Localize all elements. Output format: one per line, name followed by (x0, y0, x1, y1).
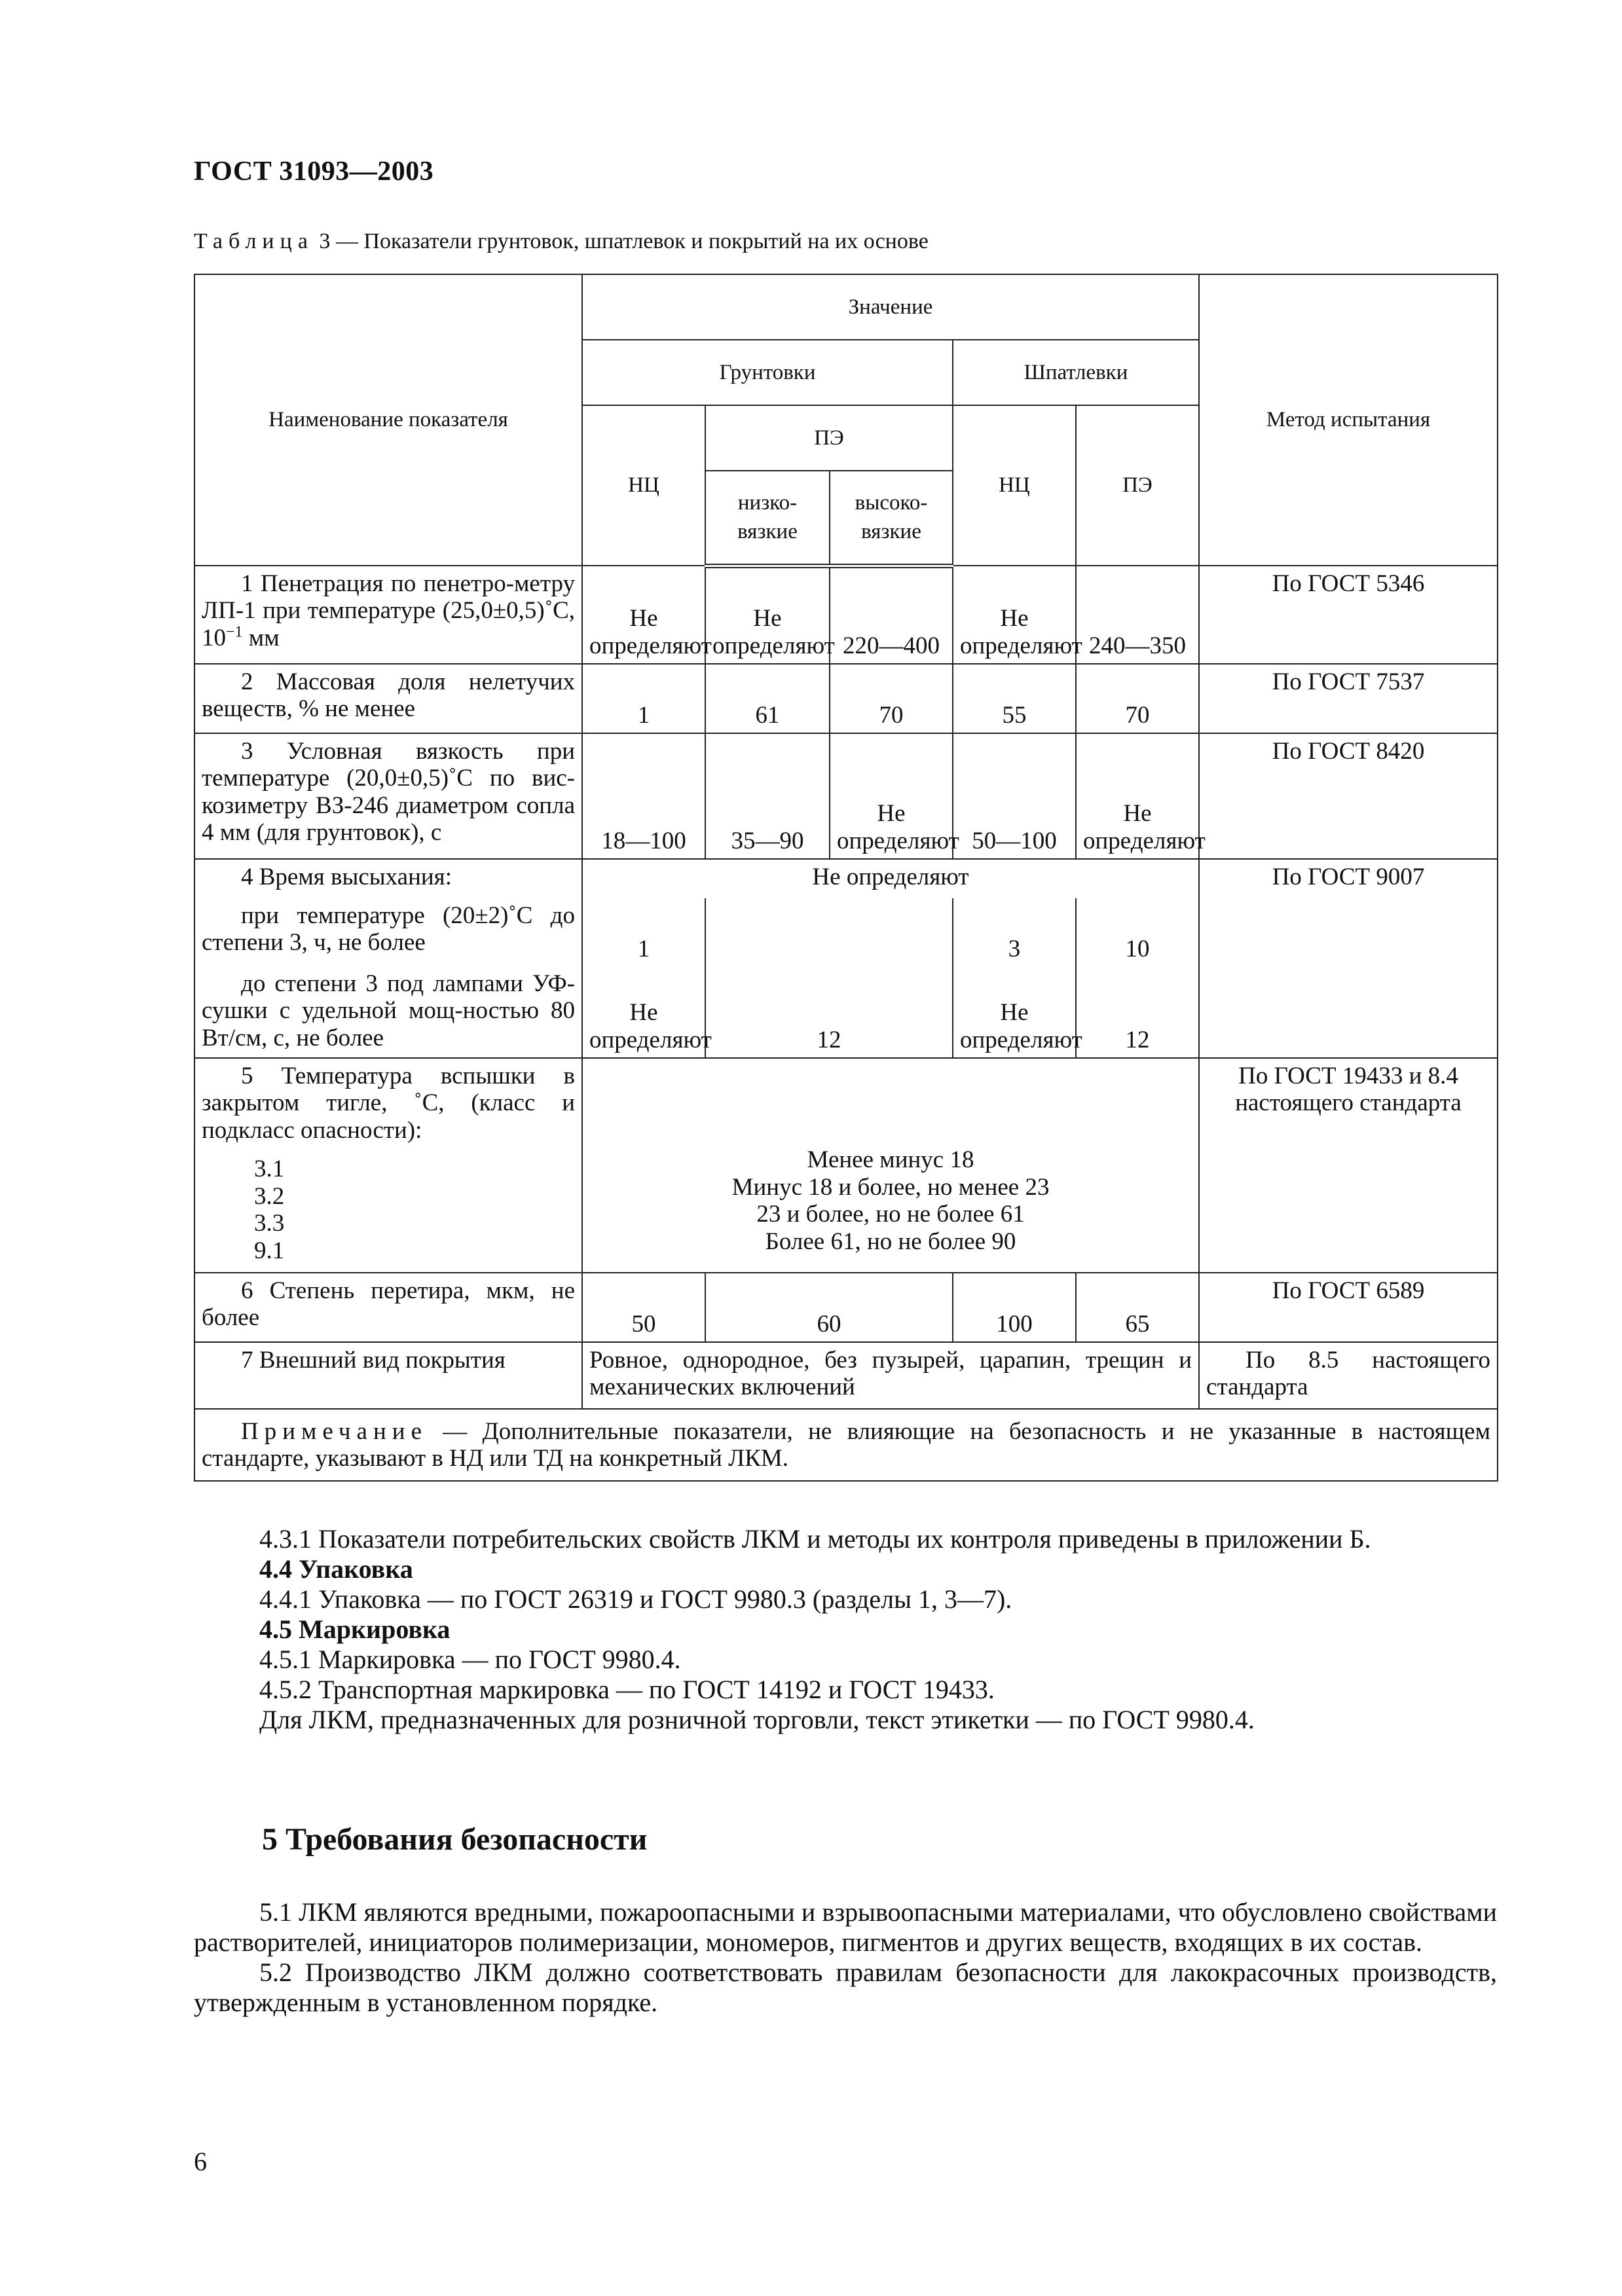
row2-primer-pe-high: 70 (830, 664, 953, 733)
paragraph-4-3-1: 4.3.1 Показатели потребительских свойств ЛКМ и методы их контроля приведены в приложении Б. (259, 1524, 1371, 1554)
table-row (194, 664, 1498, 733)
row4-name: 4 Время высыхания: (194, 859, 582, 898)
note-text: — Дополнительные показатели, не влияющие на безопасность и не указанные в настоящем стандарте, указывают в НД или ТД на конкретный ЛКМ. (202, 1417, 1491, 1472)
paragraph-5-1: 5.1 ЛКМ являются вредными, пожароопасными и взрывоопасными материалами, что обусловлено свойствами растворителей, инициаторов полимеризации, мономеров, пигментов и других веществ, входящих в их состав. (194, 1897, 1497, 1957)
header-primers: Грунтовки (582, 340, 953, 405)
table-row (194, 1273, 1498, 1342)
header-primer-pe: ПЭ (705, 405, 953, 471)
row1-primer-pe-low: Не определяют (705, 566, 830, 664)
heading-4-4: 4.4 Упаковка (259, 1554, 413, 1584)
row3-putty-nc: 50—100 (953, 733, 1076, 859)
header-test-method: Метод испытания (1199, 274, 1498, 566)
row3-method: По ГОСТ 8420 (1199, 733, 1498, 859)
table-caption-number: 3 (319, 229, 331, 253)
row5-values (582, 1058, 1199, 1273)
row5-class-3: 3.3 (254, 1210, 285, 1237)
row1-primer-pe-high: 220—400 (830, 566, 953, 664)
row3-putty-pe: Не определяют (1076, 733, 1199, 859)
row1-putty-nc: Не определяют (953, 566, 1076, 664)
row4-sub2-name: до степени 3 под лампами УФ-сушки с удельной мощ-ностью 80 Вт/см, с, не более (194, 966, 582, 1058)
table-caption-title: — Показатели грунтовок, шпатлевок и покрытий на их основе (335, 229, 929, 253)
row2-putty-pe: 70 (1076, 664, 1199, 733)
row6-primer-nc: 50 (582, 1273, 705, 1342)
row5-value-4: Более 61, но не более 90 (765, 1228, 1016, 1255)
row2-primer-pe-low: 61 (705, 664, 830, 733)
header-primer-nc: НЦ (582, 405, 705, 566)
row2-putty-nc: 55 (953, 664, 1076, 733)
row5-value-3: 23 и более, но не более 61 (756, 1201, 1025, 1228)
row7-value: Ровное, однородное, без пузырей, царапин, трещин и механических включений (582, 1342, 1199, 1409)
row1-method: По ГОСТ 5346 (1199, 566, 1498, 664)
row4-sub2-primer-nc: Не определяют (582, 966, 705, 1058)
row6-primer-pe: 60 (705, 1273, 953, 1342)
row5-method: По ГОСТ 19433 и 8.4 настоящего стандарта (1199, 1058, 1498, 1273)
row3-primer-pe-high: Не определяют (830, 733, 953, 859)
row3-primer-nc: 18—100 (582, 733, 705, 859)
row1-name: 1 Пенетрация по пенетро-метру ЛП-1 при температуре (25,0±0,5)˚С, $10^{-1}$ мм (194, 566, 582, 664)
note-word: Примечание (241, 1417, 428, 1445)
header-putties: Шпатлевки (953, 340, 1199, 405)
row6-method: По ГОСТ 6589 (1199, 1273, 1498, 1342)
row2-name: 2 Массовая доля нелетучих веществ, % не менее (194, 664, 582, 733)
table-row (194, 859, 1498, 898)
header-putty-pe: ПЭ (1076, 405, 1199, 566)
row5-value-2: Минус 18 и более, но менее 23 (731, 1173, 1050, 1201)
row5-class-2: 3.2 (254, 1182, 285, 1210)
heading-4-5: 4.5 Маркировка (259, 1614, 451, 1644)
paragraph-4-5-1: 4.5.1 Маркировка — по ГОСТ 9980.4. (259, 1645, 681, 1674)
row3-primer-pe-low: 35—90 (705, 733, 830, 859)
row1-primer-nc: Не определяют (582, 566, 705, 664)
section-4-text (194, 1524, 1497, 1735)
row6-putty-pe: 65 (1076, 1273, 1199, 1342)
table-caption (194, 229, 929, 254)
indicators-table (194, 274, 1498, 1482)
row5-name: 5 Температура вспышки в закрытом тигле, ˚С, (класс и подкласс опасности): 3.1 3.2 3.3 9.1 (194, 1058, 582, 1273)
section-5-text (194, 1897, 1497, 2018)
paragraph-4-4-1: 4.4.1 Упаковка — по ГОСТ 26319 и ГОСТ 9980.3 (разделы 1, 3—7). (259, 1584, 1012, 1614)
row4-method: По ГОСТ 9007 (1199, 859, 1498, 1058)
header-high-viscous: высоко-вязкие (830, 471, 953, 566)
paragraph-4-5-2: 4.5.2 Транспортная маркировка — по ГОСТ 14192 и ГОСТ 19433. (259, 1675, 995, 1704)
document-code: ГОСТ 31093—2003 (194, 156, 434, 187)
table-note (194, 1409, 1498, 1481)
paragraph-4-5-2-retail: Для ЛКМ, предназначенных для розничной торговли, текст этикетки — по ГОСТ 9980.4. (259, 1705, 1255, 1734)
row4-sub1-primer-nc: 1 (582, 898, 705, 966)
row5-class-4: 9.1 (254, 1237, 285, 1264)
row2-method: По ГОСТ 7537 (1199, 664, 1498, 733)
row5-value-1: Менее минус 18 (807, 1146, 974, 1174)
row4-sub2-primer-pe: 12 (705, 966, 953, 1058)
row6-name: 6 Степень перетира, мкм, не более (194, 1273, 582, 1342)
table-note-row (194, 1409, 1498, 1481)
section-5-title: 5 Требования безопасности (262, 1822, 648, 1857)
row5-class-1: 3.1 (254, 1156, 285, 1183)
table-row (194, 1058, 1498, 1273)
page-number: 6 (194, 2147, 207, 2176)
table-row (194, 566, 1498, 664)
row1-putty-pe: 240—350 (1076, 566, 1199, 664)
row4-not-determined: Не определяют (582, 859, 1199, 898)
header-low-viscous: низко-вязкие (705, 471, 830, 566)
row4-sub2-putty-nc: Не определяют (953, 966, 1076, 1058)
row4-sub1-putty-nc: 3 (953, 898, 1076, 966)
row4-sub1-putty-pe: 10 (1076, 898, 1199, 966)
table-row (194, 1342, 1498, 1409)
row4-sub1-name: при температуре (20±2)˚С до степени 3, ч, не более (194, 898, 582, 966)
row6-putty-nc: 100 (953, 1273, 1076, 1342)
row4-sub2-putty-pe: 12 (1076, 966, 1199, 1058)
row2-primer-nc: 1 (582, 664, 705, 733)
table-row (194, 733, 1498, 859)
row7-name: 7 Внешний вид покрытия (194, 1342, 582, 1409)
row7-method: По 8.5 настоящего стандарта (1199, 1342, 1498, 1409)
header-value: Значение (582, 274, 1199, 340)
header-putty-nc: НЦ (953, 405, 1076, 566)
table-caption-word: Таблица (194, 229, 314, 253)
paragraph-5-2: 5.2 Производство ЛКМ должно соответствовать правилам безопасности для лакокрасочных производств, утвержденным в установленном порядке. (194, 1958, 1497, 2017)
row3-name: 3 Условная вязкость при температуре (20,0±0,5)˚С по вис-козиметру ВЗ-246 диаметром сопла 4 мм (для грунтовок), с (194, 733, 582, 859)
row4-sub1-primer-pe-empty (705, 898, 953, 966)
header-indicator-name: Наименование показателя (194, 274, 582, 566)
